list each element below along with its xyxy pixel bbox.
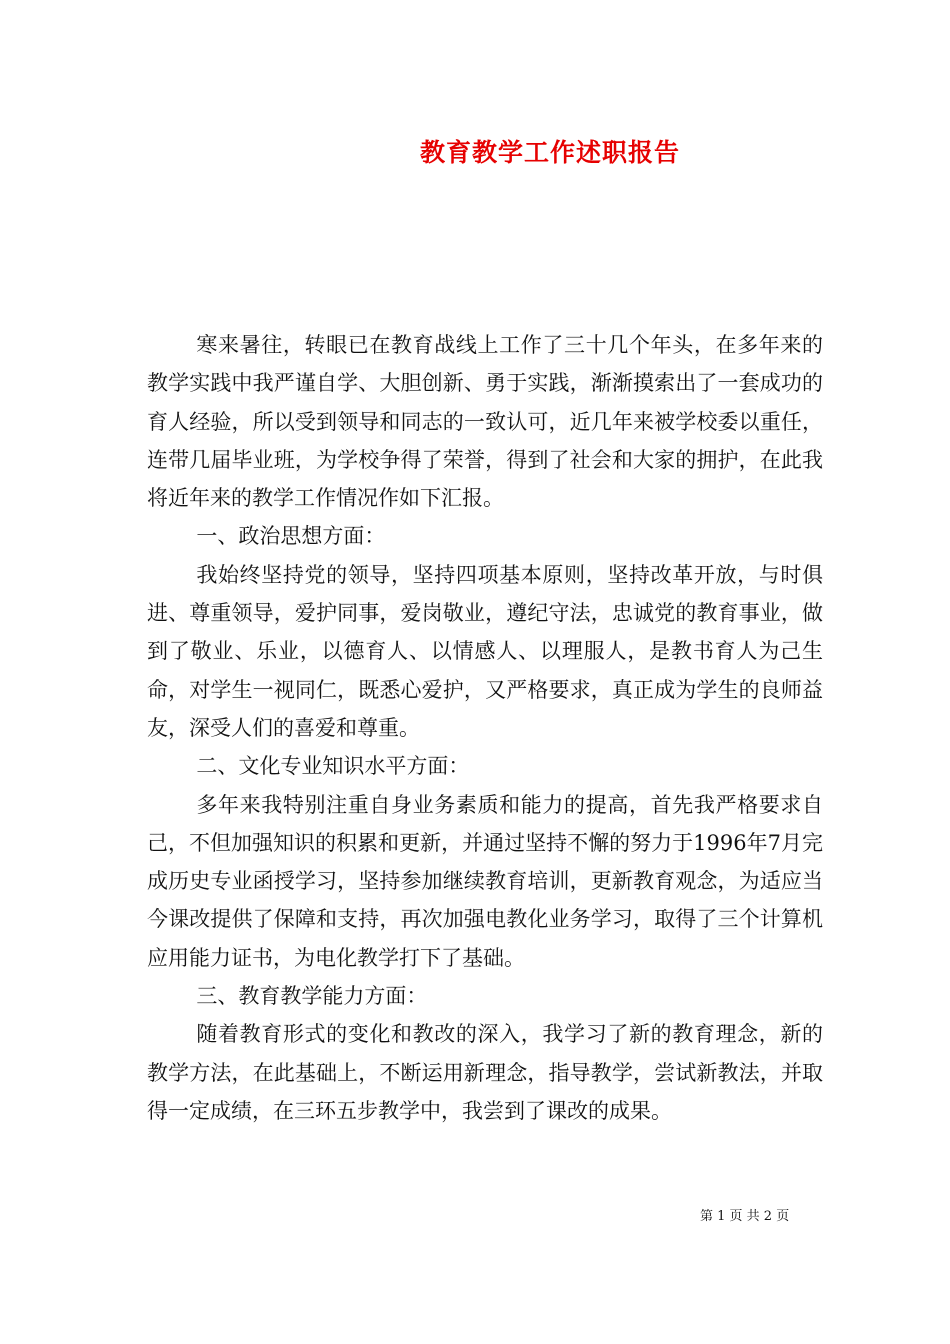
paragraph-politics: 我始终坚持党的领导，坚持四项基本原则，坚持改革开放，与时俱进、尊重领导，爱护同事，爱岗敬业，遵纪守法，忠诚党的教育事业，做到了敬业、乐业，以德育人、以情感人、以理服人，是教书育人为己生命，对学生一视同仁，既悉心爱护，又严格要求，真正成为学生的良师益友，深受人们的喜爱和尊重。 (147, 562, 823, 740)
section-heading-teaching: 三、教育教学能力方面： (196, 984, 428, 1009)
section-heading-politics: 一、政治思想方面： (196, 524, 386, 549)
paragraph-intro: 寒来暑往，转眼已在教育战线上工作了三十几个年头，在多年来的教学实践中我严谨自学、大胆创新、勇于实践，渐渐摸索出了一套成功的育人经验，所以受到领导和同志的一致认可，近几年来被学校委以重任，连带几届毕业班，为学校争得了荣誉，得到了社会和大家的拥护，在此我将近年来的教学工作情况作如下汇报。 (147, 333, 823, 511)
document-title: 教育教学工作述职报告 (419, 138, 680, 167)
paragraph-knowledge: 多年来我特别注重自身业务素质和能力的提高，首先我严格要求自己，不但加强知识的积累和更新，并通过坚持不懈的努力于1996年7月完成历史专业函授学习，坚持参加继续教育培训，更新教育观念，为适应当今课改提供了保障和支持，再次加强电教化业务学习，取得了三个计算机应用能力证书，为电化教学打下了基础。 (147, 792, 823, 970)
page-number-footer: 第 1 页 共 2 页 (700, 1209, 790, 1224)
paragraph-teaching: 随着教育形式的变化和教改的深入，我学习了新的教育理念，新的教学方法，在此基础上，不断运用新理念，指导教学，尝试新教法，并取得一定成绩，在三环五步教学中，我尝到了课改的成果。 (147, 1022, 823, 1123)
section-heading-knowledge: 二、文化专业知识水平方面： (196, 754, 470, 779)
document-body (147, 326, 823, 1130)
